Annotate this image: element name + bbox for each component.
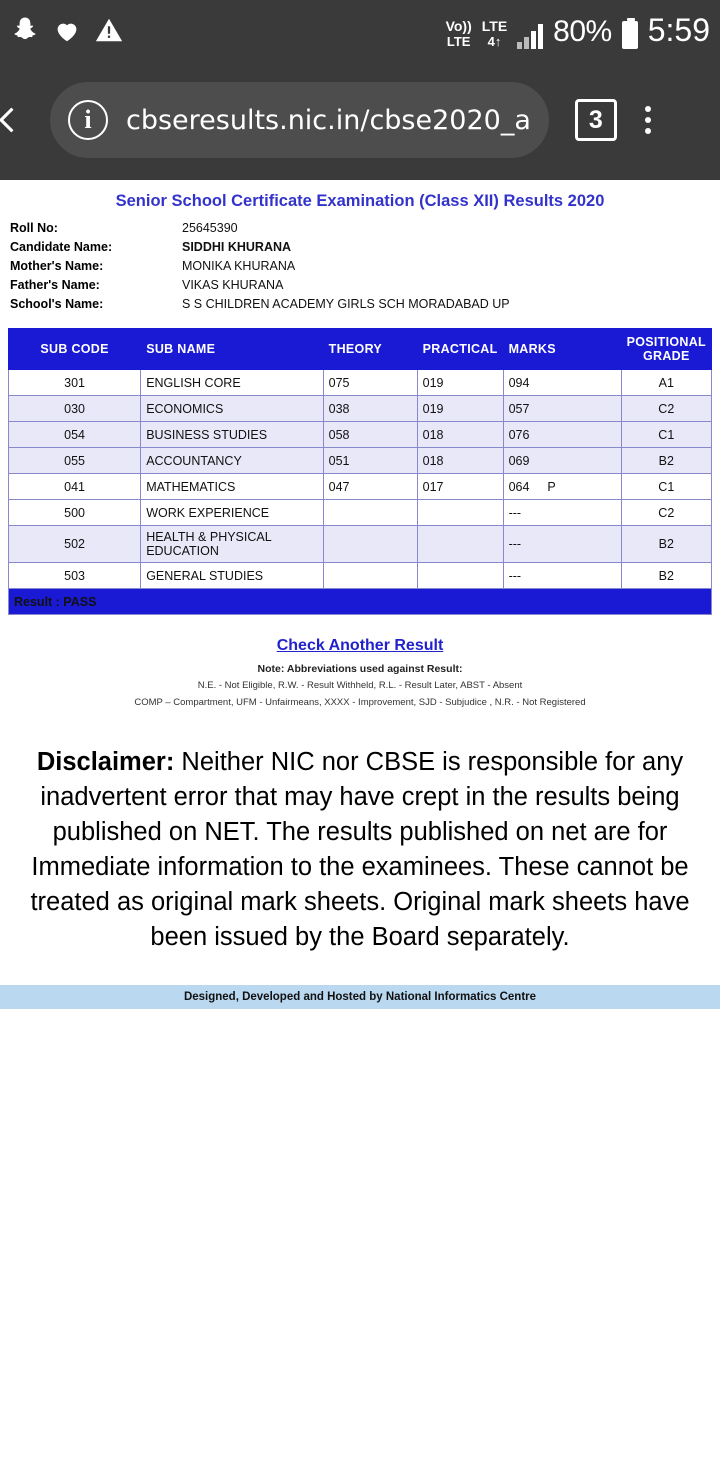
column-header-sub-name: SUB NAME bbox=[141, 329, 323, 370]
snapchat-icon bbox=[10, 15, 40, 45]
abbrev-note-title: Note: Abbreviations used against Result: bbox=[257, 663, 463, 675]
lte-indicator bbox=[482, 19, 507, 49]
info-label: Candidate Name: bbox=[10, 240, 113, 254]
tab-switcher-button[interactable]: 3 bbox=[575, 99, 617, 141]
info-row bbox=[10, 238, 710, 257]
cell-practical bbox=[417, 500, 503, 526]
warning-icon bbox=[94, 15, 124, 45]
cell-marks: --- bbox=[503, 526, 621, 563]
cell-practical: 019 bbox=[417, 370, 503, 396]
cell-grade: C2 bbox=[621, 396, 711, 422]
page-footer: Designed, Developed and Hosted by National Informatics Centre bbox=[0, 985, 720, 1009]
back-arrow-icon[interactable] bbox=[0, 103, 28, 137]
column-header-marks: MARKS bbox=[503, 329, 621, 370]
grade-header-line2: GRADE bbox=[642, 349, 690, 363]
cell-grade: A1 bbox=[621, 370, 711, 396]
table-row bbox=[9, 396, 712, 422]
info-row bbox=[10, 276, 710, 295]
cell-theory bbox=[323, 526, 417, 563]
cell-grade: B2 bbox=[621, 526, 711, 563]
info-value: 25645390 bbox=[182, 221, 238, 235]
cell-marks: 076 bbox=[503, 422, 621, 448]
table-row bbox=[9, 526, 712, 563]
browser-toolbar bbox=[0, 60, 720, 180]
cell-grade: C1 bbox=[621, 474, 711, 500]
table-row bbox=[9, 422, 712, 448]
table-header-row bbox=[9, 329, 712, 370]
column-header-theory: THEORY bbox=[323, 329, 417, 370]
check-another-result-link[interactable]: Check Another Result bbox=[276, 637, 444, 654]
cell-sub-name: MATHEMATICS bbox=[141, 474, 323, 500]
cell-practical: 018 bbox=[417, 422, 503, 448]
abbrev-note-line2: COMP – Compartment, UFM - Unfairmeans, XXXX - Improvement, SJD - Subjudice , N.R. - Not Registered bbox=[134, 697, 586, 708]
cell-theory: 051 bbox=[323, 448, 417, 474]
result-status: Result : PASS bbox=[9, 589, 712, 615]
clock: 5:59 bbox=[647, 11, 710, 48]
cell-practical bbox=[417, 563, 503, 589]
status-notification-icons bbox=[10, 15, 124, 45]
cell-grade: B2 bbox=[621, 563, 711, 589]
cell-sub-code: 500 bbox=[9, 500, 141, 526]
cell-sub-code: 301 bbox=[9, 370, 141, 396]
site-info-icon[interactable]: i bbox=[68, 100, 108, 140]
cell-marks-value: 064 bbox=[508, 479, 530, 494]
table-row bbox=[9, 448, 712, 474]
volte-indicator bbox=[446, 19, 472, 49]
cell-marks: --- bbox=[503, 500, 621, 526]
cell-sub-name: HEALTH & PHYSICAL EDUCATION bbox=[141, 526, 323, 563]
status-bar bbox=[0, 0, 720, 60]
cell-sub-name: WORK EXPERIENCE bbox=[141, 500, 323, 526]
cell-sub-name: ENGLISH CORE bbox=[141, 370, 323, 396]
cell-marks: 057 bbox=[503, 396, 621, 422]
info-row bbox=[10, 219, 710, 238]
abbrev-note-line1: N.E. - Not Eligible, R.W. - Result Withheld, R.L. - Result Later, ABST - Absent bbox=[197, 680, 523, 691]
column-header-positional-grade bbox=[621, 329, 711, 370]
cell-sub-name: GENERAL STUDIES bbox=[141, 563, 323, 589]
cell-practical: 019 bbox=[417, 396, 503, 422]
signal-bars-icon bbox=[517, 23, 543, 49]
table-row bbox=[9, 500, 712, 526]
marks-table-wrapper bbox=[0, 314, 720, 615]
cell-theory: 058 bbox=[323, 422, 417, 448]
cell-theory: 047 bbox=[323, 474, 417, 500]
volte-bottom: LTE bbox=[446, 33, 471, 49]
result-status-row bbox=[9, 589, 712, 615]
disclaimer-label: Disclaimer: bbox=[36, 748, 175, 776]
info-value: SIDDHI KHURANA bbox=[182, 240, 292, 254]
table-row bbox=[9, 474, 712, 500]
candidate-info bbox=[0, 219, 720, 314]
cell-sub-name: ECONOMICS bbox=[141, 396, 323, 422]
volte-top: Vo)) bbox=[445, 17, 472, 34]
cell-practical: 017 bbox=[417, 474, 503, 500]
cell-sub-code: 041 bbox=[9, 474, 141, 500]
cell-grade: C2 bbox=[621, 500, 711, 526]
overflow-menu-icon[interactable] bbox=[645, 106, 657, 134]
cell-marks: 069 bbox=[503, 448, 621, 474]
page-content bbox=[0, 180, 720, 1009]
info-label: Father's Name: bbox=[10, 278, 100, 292]
cell-practical bbox=[417, 526, 503, 563]
page-title: Senior School Certificate Examination (Class XII) Results 2020 bbox=[115, 192, 605, 210]
cell-theory bbox=[323, 563, 417, 589]
cell-marks-flag: P bbox=[547, 479, 556, 494]
url-text[interactable]: cbseresults.nic.in/cbse2020_a bbox=[126, 104, 531, 136]
table-row bbox=[9, 370, 712, 396]
info-row bbox=[10, 295, 710, 314]
cell-theory: 075 bbox=[323, 370, 417, 396]
cell-marks: --- bbox=[503, 563, 621, 589]
info-label: School's Name: bbox=[10, 297, 104, 311]
table-row bbox=[9, 563, 712, 589]
cell-grade: C1 bbox=[621, 422, 711, 448]
cell-practical: 018 bbox=[417, 448, 503, 474]
grade-header-line1: POSITIONAL bbox=[626, 335, 706, 349]
battery-icon bbox=[622, 21, 638, 49]
marks-table bbox=[8, 328, 712, 615]
info-value: VIKAS KHURANA bbox=[182, 278, 284, 292]
disclaimer bbox=[0, 709, 720, 955]
cell-sub-code: 054 bbox=[9, 422, 141, 448]
info-value: MONIKA KHURANA bbox=[182, 259, 296, 273]
url-bar[interactable] bbox=[50, 82, 549, 158]
info-label: Roll No: bbox=[10, 221, 58, 235]
info-value: S S CHILDREN ACADEMY GIRLS SCH MORADABAD UP bbox=[182, 297, 510, 311]
lte-bottom: 4↑ bbox=[487, 33, 502, 49]
lte-top: LTE bbox=[481, 17, 508, 34]
column-header-sub-code: SUB CODE bbox=[9, 329, 141, 370]
check-another-result-wrapper bbox=[0, 615, 720, 661]
cell-theory: 038 bbox=[323, 396, 417, 422]
disclaimer-text: Neither NIC nor CBSE is responsible for any inadvertent error that may have crept in the results being published on NET. The results published on net are for Immediate information to the examinees. These cannot be treated as original mark sheets. Original mark sheets have been issued by the Board separately. bbox=[30, 748, 690, 951]
cell-sub-code: 503 bbox=[9, 563, 141, 589]
cell-marks: 094 bbox=[503, 370, 621, 396]
column-header-practical: PRACTICAL bbox=[417, 329, 503, 370]
cell-sub-code: 502 bbox=[9, 526, 141, 563]
status-system-icons bbox=[446, 12, 710, 49]
cell-grade: B2 bbox=[621, 448, 711, 474]
cell-theory bbox=[323, 500, 417, 526]
cell-sub-name: BUSINESS STUDIES bbox=[141, 422, 323, 448]
cell-sub-code: 030 bbox=[9, 396, 141, 422]
cell-sub-code: 055 bbox=[9, 448, 141, 474]
cell-marks bbox=[503, 474, 621, 500]
heart-icon bbox=[52, 15, 82, 45]
cell-sub-name: ACCOUNTANCY bbox=[141, 448, 323, 474]
info-label: Mother's Name: bbox=[10, 259, 104, 273]
battery-percent: 80% bbox=[553, 14, 612, 48]
info-row bbox=[10, 257, 710, 276]
